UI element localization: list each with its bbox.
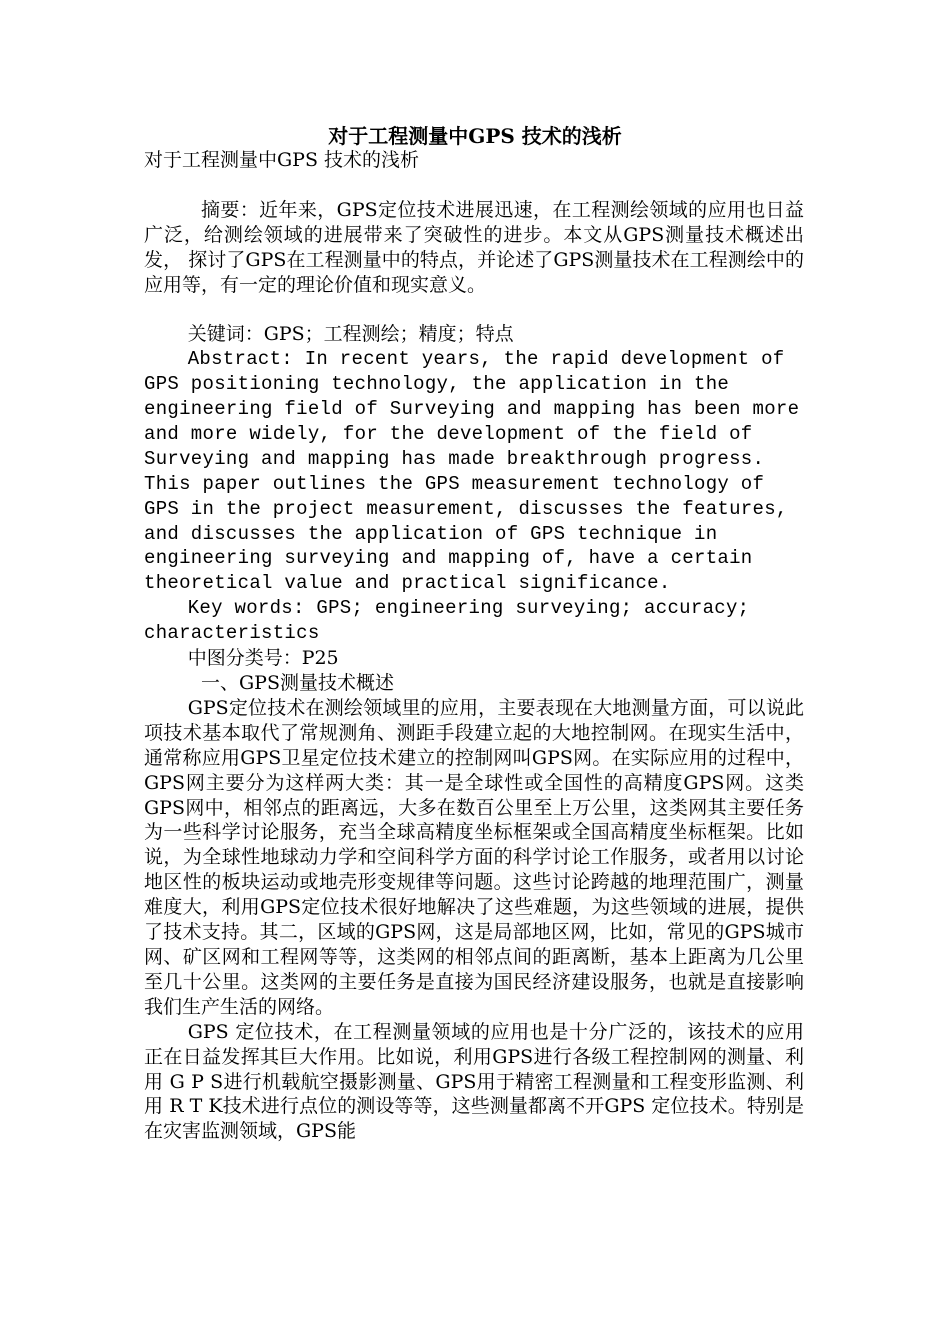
document-subtitle: 对于工程测量中GPS 技术的浅析 — [144, 149, 420, 171]
keywords-en: Key words: GPS; engineering surveying; accuracy; characteristics — [144, 597, 750, 645]
abstract-en: Abstract: In recent years, the rapid development of GPS positioning technology, the application in the engineering field of Surveying and mapping has been more and more widely, for the development of the field of Surveying and mapping has made breakthrough progress. This paper outlines the GPS measurement technology of GPS in the project measurement, discusses the features, and discusses the application of GPS technique in engineering surveying and mapping of, have a certain theoretical value and practical significance. — [144, 348, 800, 595]
classification-number: 中图分类号：P25 — [187, 647, 339, 670]
document-body — [144, 148, 804, 1144]
body-paragraph: GPS定位技术在测绘领域里的应用，主要表现在大地测量方面，可以说此项技术基本取代了常规测角、测距手段建立起的大地控制网。在现实生活中，通常称应用GPS卫星定位技术建立的控制网叫GPS网。在实际应用的过程中，GPS网主要分为这样两大类：其一是全球性或全国性的高精度GPS网。这类GPS网中，相邻点的距离远，大多在数百公里至上万公里，这类网其主要任务为一些科学讨论服务，充当全球高精度坐标框架或全国高精度坐标框架。比如说，为全球性地球动力学和空间科学方面的科学讨论工作服务，或者用以讨论地区性的板块运动或地壳形变规律等问题。这些讨论跨越的地理范围广，测量难度大，利用GPS定位技术很好地解决了这些难题，为这些领域的进展，提供了技术支持。其二，区域的GPS网，这是局部地区网，比如，常见的GPS城市网、矿区网和工程网等等，这类网的相邻点间的距离断，基本上距离为几公里至几十公里。这类网的主要任务是直接为国民经济建设服务，也就是直接影响我们生产生活的网络。 — [144, 696, 804, 1018]
abstract-cn: 摘要：近年来，GPS定位技术进展迅速，在工程测绘领域的应用也日益广泛，给测绘领域的进展带来了突破性的进步。本文从GPS测量技术概述出发， 探讨了GPS在工程测量中的特点，并论述了GPS测量技术在工程测绘中的应用等，有一定的理论价值和现实意义。 — [144, 198, 804, 296]
document-title: 对于工程测量中GPS 技术的浅析 — [328, 124, 622, 148]
section-heading: 一、GPS测量技术概述 — [201, 672, 394, 694]
blank-line — [144, 173, 804, 198]
keywords-cn: 关键词：GPS；工程测绘；精度；特点 — [187, 323, 514, 346]
blank-line — [144, 297, 804, 322]
body-paragraph: GPS 定位技术，在工程测量领域的应用也是十分广泛的，该技术的应用正在日益发挥其巨大作用。比如说，利用GPS进行各级工程控制网的测量、利用 G P S进行机载航空摄影测量、GPS用于精密工程测量和工程变形监测、利用 R T K技术进行点位的测设等等，这些测量都离不开GPS 定位技术。特别是在灾害监测领域，GPS能 — [144, 1020, 804, 1143]
